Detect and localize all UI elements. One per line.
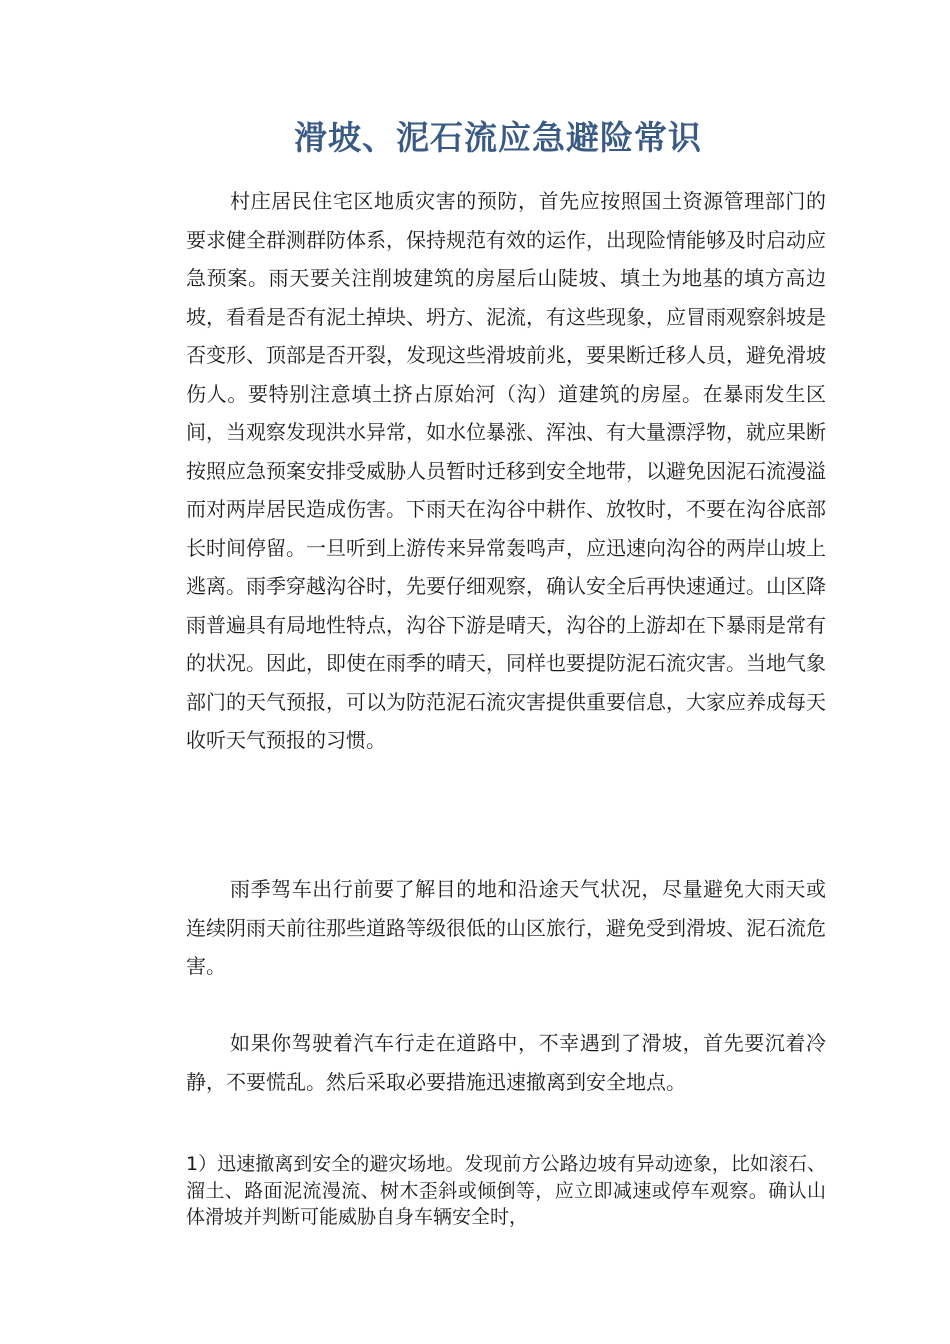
paragraph-list-item-1: 1）迅速撤离到安全的避灾场地。发现前方公路边坡有异动迹象，比如滚石、溜土、路面泥流漫流、树木歪斜或倾倒等，应立即减速或停车观察。确认山体滑坡并判断可能威胁自身车辆安全时， (186, 1153, 826, 1228)
paragraph-landslide-encounter: 如果你驾驶着汽车行走在道路中，不幸遇到了滑坡，首先要沉着冷静，不要慌乱。然后采取必要措施迅速撤离到安全地点。 (186, 1031, 826, 1094)
paragraph-village-prevention: 村庄居民住宅区地质灾害的预防，首先应按照国土资源管理部门的要求健全群测群防体系，保持规范有效的运作，出现险情能够及时启动应急预案。雨天要关注削坡建筑的房屋后山陡坡、填土为地基的填方高边坡，看看是否有泥土掉块、坍方、泥流，有这些现象，应冒雨观察斜坡是否变形、顶部是否开裂，发现这些滑坡前兆，要果断迁移人员，避免滑坡伤人。要特别注意填土挤占原始河（沟）道建筑的房屋。在暴雨发生区间，当观察发现洪水异常，如水位暴涨、浑浊、有大量漂浮物，就应果断按照应急预案安排受威胁人员暂时迁移到安全地带，以避免因泥石流漫溢而对两岸居民造成伤害。下雨天在沟谷中耕作、放牧时，不要在沟谷底部长时间停留。一旦听到上游传来异常轰鸣声，应迅速向沟谷的两岸山坡上逃离。雨季穿越沟谷时，先要仔细观察，确认安全后再快速通过。山区降雨普遍具有局地性特点，沟谷下游是晴天，沟谷的上游却在下暴雨是常有的状况。因此，即使在雨季的晴天，同样也要提防泥石流灾害。当地气象部门的天气预报，可以为防范泥石流灾害提供重要信息，大家应养成每天收听天气预报的习惯。 (186, 189, 826, 752)
paragraph-rainy-season-driving: 雨季驾车出行前要了解目的地和沿途天气状况，尽量避免大雨天或连续阴雨天前往那些道路等级很低的山区旅行，避免受到滑坡、泥石流危害。 (186, 877, 826, 978)
document-title: 滑坡、泥石流应急避险常识 (294, 118, 702, 158)
